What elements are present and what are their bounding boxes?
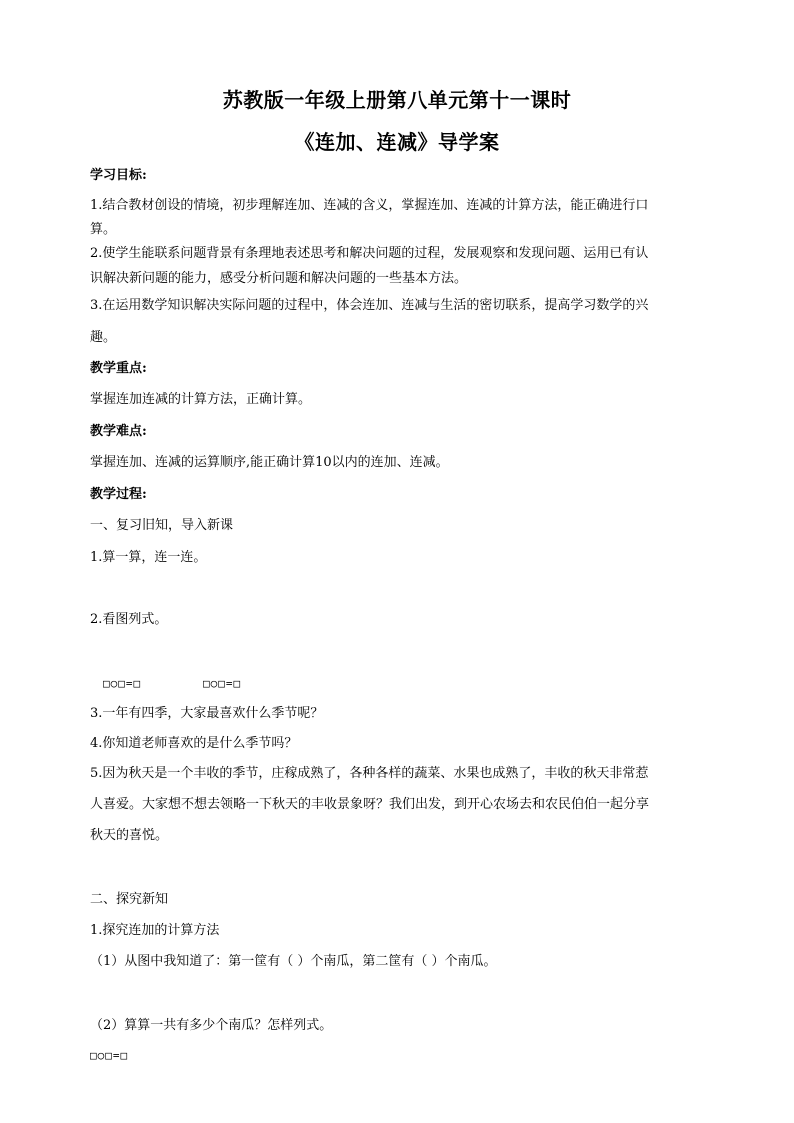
objective-1-line-2: 算。 bbox=[90, 222, 117, 237]
objective-3-line-1: 3.在运用数学知识解决实际问题的过程中，体会连加、连减与生活的密切联系，提高学习数学的兴 bbox=[90, 298, 649, 313]
objective-2-line-2: 识解决新问题的能力，感受分析问题和解决问题的一些基本方法。 bbox=[90, 271, 468, 286]
formula-blank-b: □○□=□ bbox=[203, 677, 242, 690]
section-2-question-2: （2）算算一共有多少个南瓜？怎样列式。 bbox=[90, 1018, 333, 1033]
document-title: 苏教版一年级上册第八单元第十一课时 bbox=[222, 88, 572, 112]
difficulties-text: 掌握连加、连减的运算顺序,能正确计算10以内的连加、连减。 bbox=[90, 455, 449, 470]
formula-blank-a: □○□=□ bbox=[103, 677, 142, 690]
objective-2-line-1: 2.使学生能联系问题背景有条理地表述思考和解决问题的过程，发展观察和发现问题、运用已有认 bbox=[90, 246, 649, 261]
objective-1-line-1: 1.结合教材创设的情境，初步理解连加、连减的含义，掌握连加、连减的计算方法，能正确进行口 bbox=[90, 198, 649, 213]
section-1-item-5-line-1: 5.因为秋天是一个丰收的季节，庄稼成熟了，各种各样的蔬菜、水果也成熟了，丰收的秋天非常惹 bbox=[90, 766, 649, 781]
objective-3-line-2: 趣。 bbox=[90, 330, 117, 345]
section-1-item-2: 2.看图列式。 bbox=[90, 612, 168, 627]
document-subtitle: 《连加、连减》导学案 bbox=[294, 130, 500, 154]
section-1-item-3: 3.一年有四季，大家最喜欢什么季节呢？ bbox=[90, 706, 324, 721]
section-2-item-1: 1.探究连加的计算方法 bbox=[90, 923, 220, 938]
key-points-text: 掌握连加连减的计算方法，正确计算。 bbox=[90, 392, 312, 407]
objectives-heading: 学习目标: bbox=[90, 168, 147, 183]
section-1-heading: 一、复习旧知，导入新课 bbox=[90, 518, 234, 533]
key-points-heading: 教学重点: bbox=[90, 361, 147, 376]
formula-blank-c: □○□=□ bbox=[90, 1049, 129, 1062]
section-2-heading: 二、探究新知 bbox=[90, 892, 169, 907]
section-1-item-1: 1.算一算，连一连。 bbox=[90, 550, 207, 565]
section-1-item-5-line-3: 秋天的喜悦。 bbox=[90, 828, 169, 843]
difficulties-heading: 教学难点: bbox=[90, 424, 147, 439]
section-2-question-1: （1）从图中我知道了：第一筐有（ ）个南瓜，第二筐有（ ）个南瓜。 bbox=[90, 954, 497, 969]
process-heading: 教学过程: bbox=[90, 487, 147, 502]
section-1-item-5-line-2: 人喜爱。大家想不想去领略一下秋天的丰收景象呀？我们出发，到开心农场去和农民伯伯一起分享 bbox=[90, 797, 650, 812]
section-1-item-4: 4.你知道老师喜欢的是什么季节吗？ bbox=[90, 736, 298, 751]
